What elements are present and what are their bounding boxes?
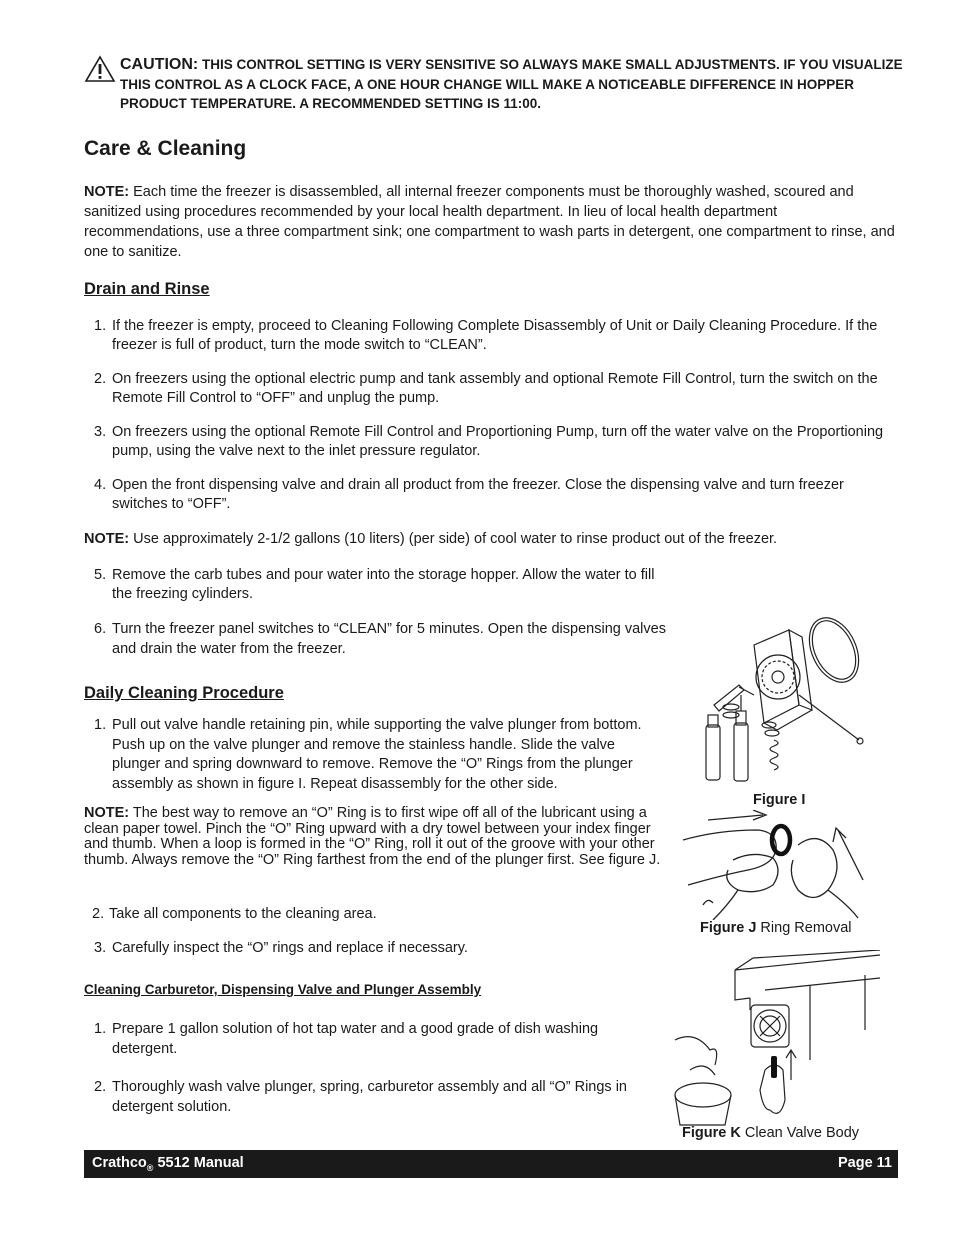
list-item: 3. Carefully inspect the “O” rings and replace if necessary. <box>94 940 468 956</box>
daily-cleaning-heading: Daily Cleaning Procedure <box>84 684 284 702</box>
caution-label: CAUTION: <box>120 56 199 73</box>
list-item: 1. If the freezer is empty, proceed to Cleaning Following Complete Disassembly of Unit or Daily Cleaning Procedure. If the freezer is full of product, turn the mode switch to “CLEAN”. <box>94 318 878 353</box>
list-item: 2. Take all components to the cleaning area. <box>92 906 377 922</box>
figure-k-illustration <box>665 950 880 1130</box>
page-footer <box>84 1150 898 1178</box>
note-label: NOTE: <box>84 184 130 200</box>
note-text: Each time the freezer is disassembled, all internal freezer components must be thoroughly washed, scoured and sanitized using procedures recommended by your local health department. In lieu of local health department recommendations, use a three compartment sink; one compartment to wash parts in detergent, one compartment to rinse, and one to sanitize. <box>84 184 895 260</box>
list-item: 2. On freezers using the optional electric pump and tank assembly and optional Remote Fill Control, turn the switch on the Remote Fill Control to “OFF” and unplug the pump. <box>94 371 878 406</box>
list-item: 1. Prepare 1 gallon solution of hot tap water and a good grade of dish washing detergent. <box>94 1021 599 1057</box>
list-item: 3. On freezers using the optional Remote Fill Control and Proportioning Pump, turn off the water valve on the Proportioning pump, using the valve next to the inlet pressure regulator. <box>94 424 884 459</box>
rinse-note: NOTE: Use approximately 2-1/2 gallons (10 liters) (per side) of cool water to rinse product out of the freezer. <box>84 531 778 547</box>
list-item: 6. Turn the freezer panel switches to “CLEAN” for 5 minutes. Open the dispensing valves and drain the water from the freezer. <box>94 621 666 657</box>
list-item: 5. Remove the carb tubes and pour water into the storage hopper. Allow the water to fill the freezing cylinders. <box>94 567 655 602</box>
footer-manual-title: Crathco$_®$ 5512 Manual <box>92 1155 244 1173</box>
page-title: Care & Cleaning <box>84 137 247 160</box>
list-item: 2. Thoroughly wash valve plunger, spring, carburetor assembly and all “O” Rings in detergent solution. <box>94 1079 627 1115</box>
figure-j-illustration <box>678 810 868 920</box>
list-item: 4. Open the front dispensing valve and drain all product from the freezer. Close the dispensing valve and turn freezer switches to “OFF”. <box>94 477 844 512</box>
list-item: 1. Pull out valve handle retaining pin, while supporting the valve plunger from bottom. Push up on the valve plunger and remove the stainless handle. Slide the valve plunger and spring downward to remove. Remove the “O” Rings from the plunger assembly as shown in figure I. Repeat disassembly for the other side. <box>94 717 642 792</box>
caution-notice <box>120 55 910 114</box>
warning-triangle-icon <box>84 55 116 83</box>
figure-i-caption: Figure I <box>753 792 806 808</box>
figure-k-caption: Figure K Clean Valve Body <box>682 1125 860 1141</box>
o-ring-note: NOTE: The best way to remove an “O” Ring is to first wipe off all of the lubricant using a clean paper towel. Pinch the “O” Ring upward with a dry towel between your index finger and thumb. When a loop is formed in the “O” Ring, roll it out of the groove with your other thumb. Always remove the “O” Ring farthest from the end of the plunger first. See figure J. <box>84 805 661 868</box>
footer-page-number: Page 11 <box>837 1155 892 1171</box>
carb-cleaning-heading: Cleaning Carburetor, Dispensing Valve and Plunger Assembly <box>84 982 482 997</box>
drain-rinse-heading: Drain and Rinse <box>84 280 210 298</box>
intro-note <box>84 182 898 262</box>
figure-i-illustration <box>694 615 874 790</box>
caution-text: THIS CONTROL SETTING IS VERY SENSITIVE SO ALWAYS MAKE SMALL ADJUSTMENTS. IF YOU VISUALIZE THIS CONTROL AS A CLOCK FACE, A ONE HOUR CHANGE WILL MAKE A NOTICEABLE DIFFERENCE IN HOPPER PRODUCT TEMPERATURE. A RECOMMENDED SETTING IS 11:00. <box>120 57 903 111</box>
figure-j-caption: Figure J Ring Removal <box>700 920 852 936</box>
